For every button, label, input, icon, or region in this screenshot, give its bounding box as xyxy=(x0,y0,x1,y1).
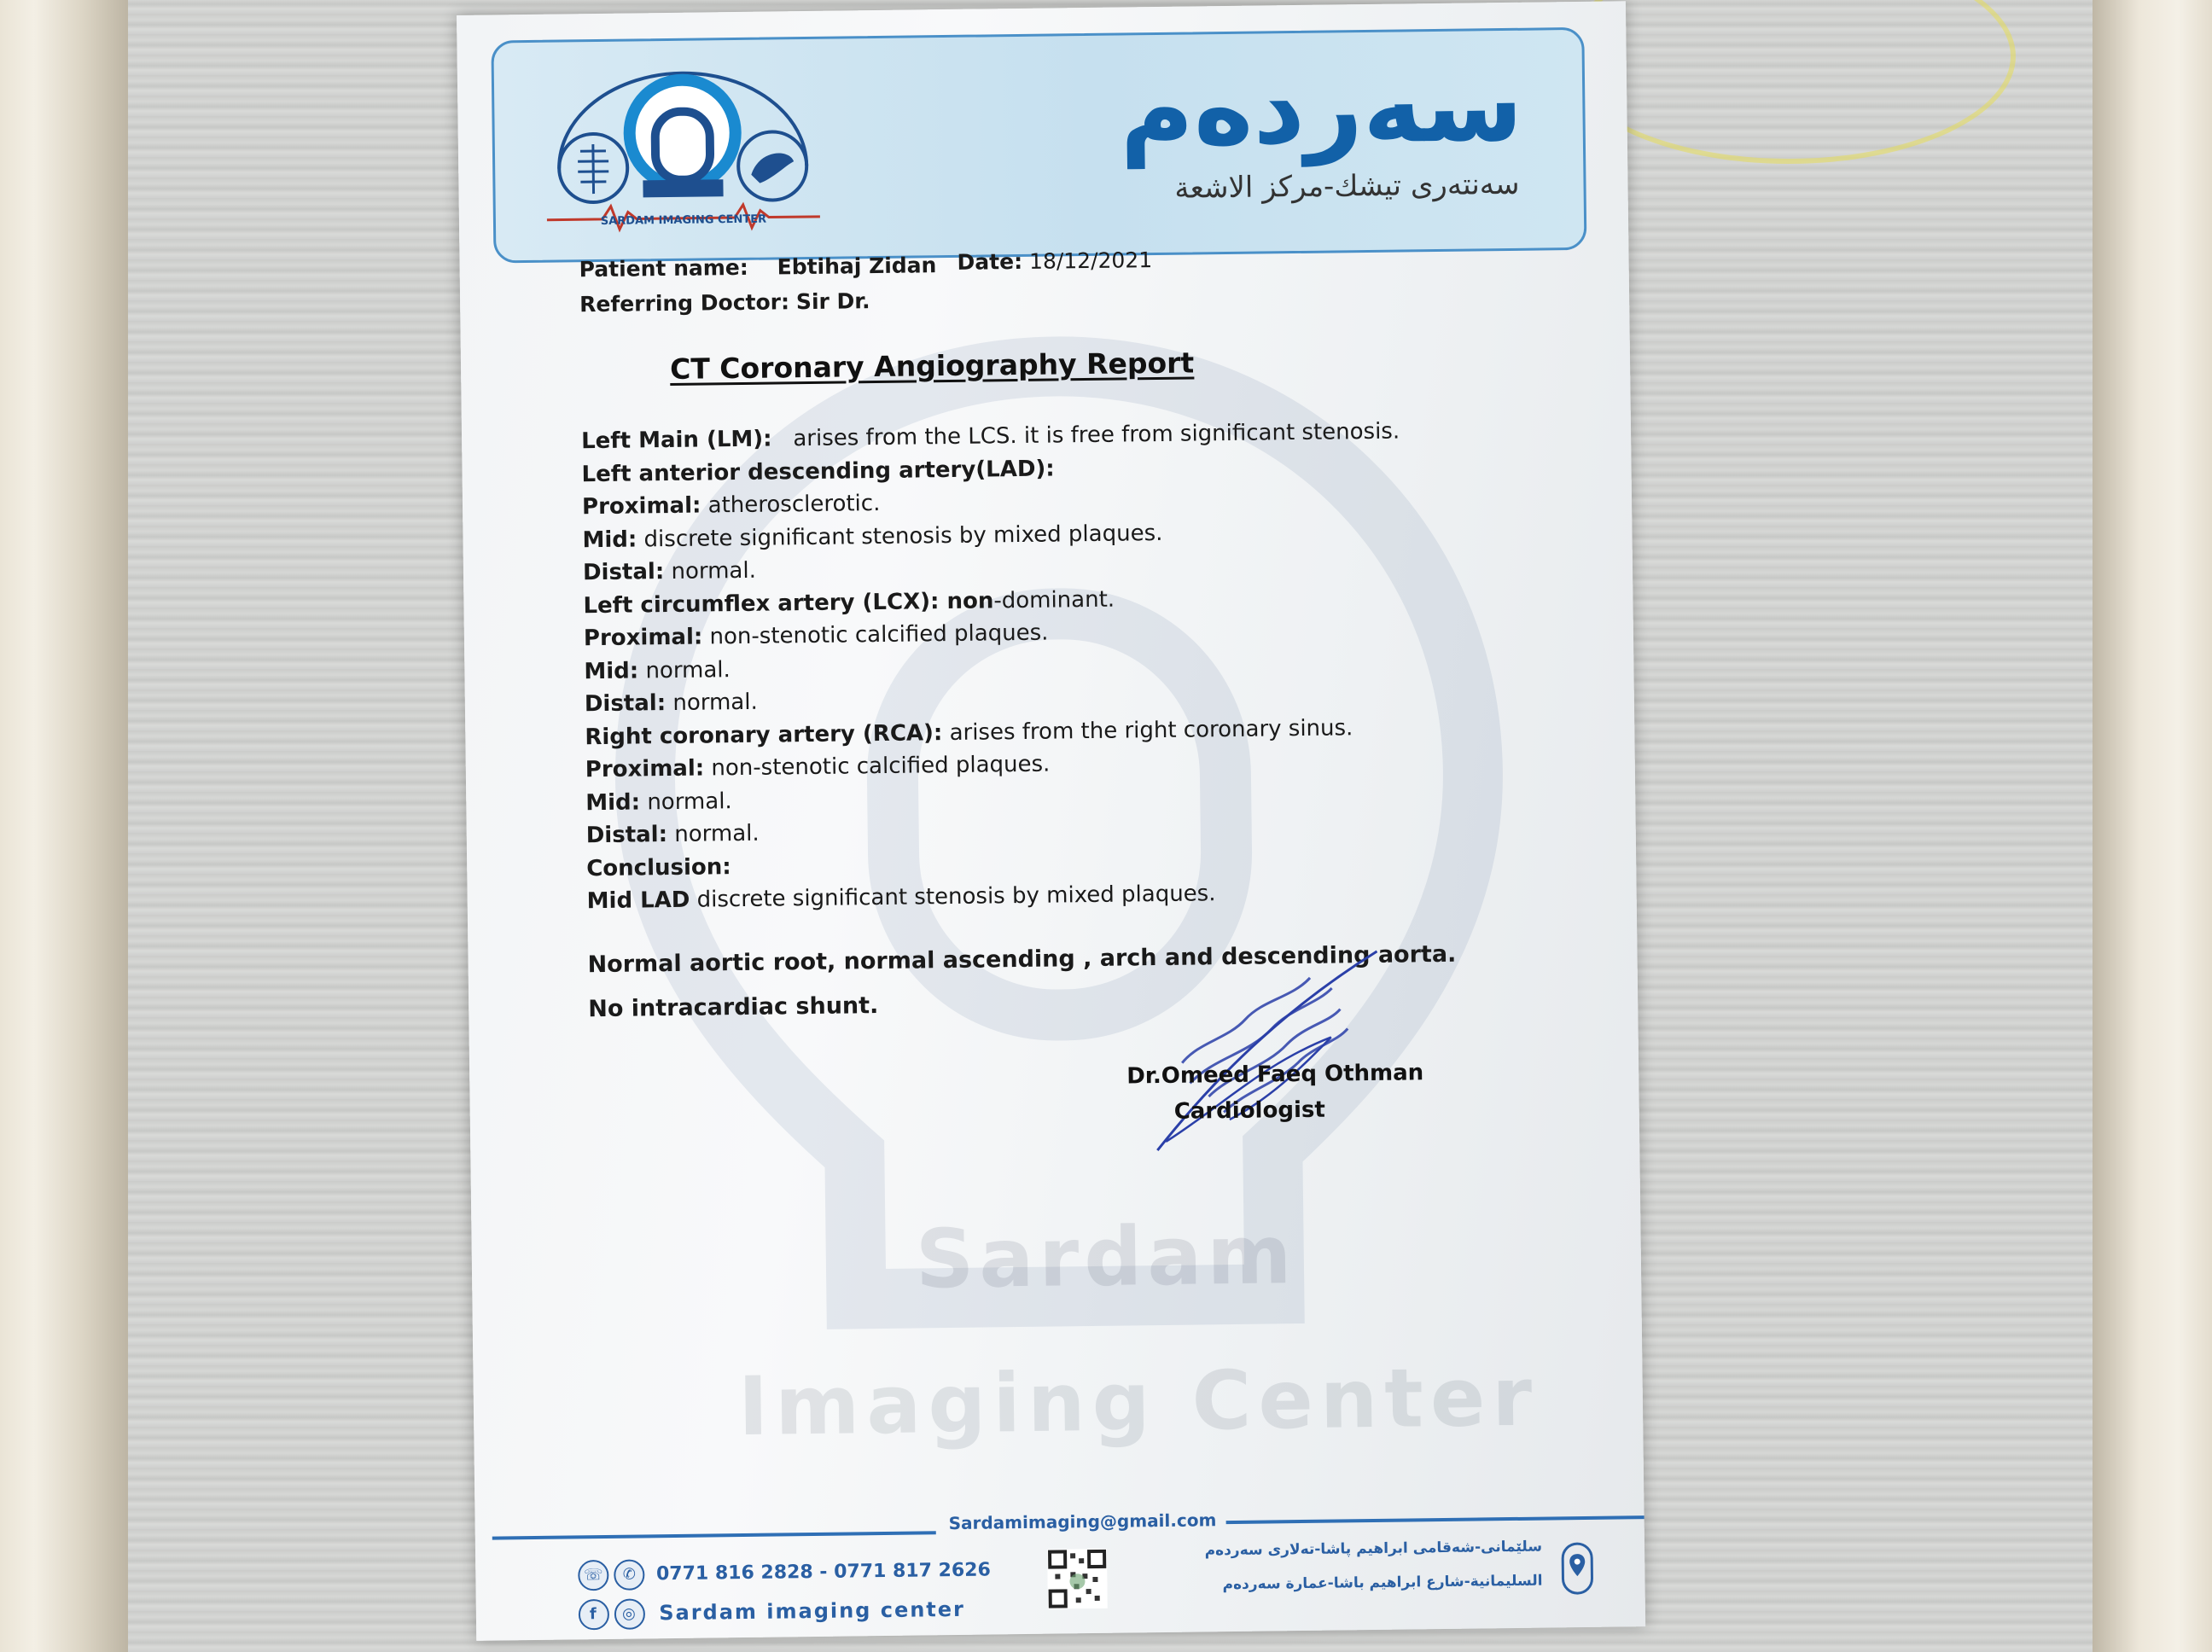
location-pin-icon xyxy=(1561,1542,1594,1595)
report-paper xyxy=(457,1,1645,1641)
report-title: CT Coronary Angiography Report xyxy=(669,346,1195,386)
report-line: Left circumflex artery (LCX): non-dominant. xyxy=(583,586,1115,619)
report-line: Distal: normal. xyxy=(585,820,760,849)
patient-name-value: Ebtihaj Zidan xyxy=(777,253,937,280)
report-line: Mid LAD discrete significant stenosis by mixed plaques. xyxy=(586,881,1216,915)
footer-divider-left xyxy=(492,1531,936,1539)
referring-doctor-label: Referring Doctor: xyxy=(579,289,790,317)
report-line: Proximal: atherosclerotic. xyxy=(581,490,881,521)
report-line: Left Main (LM): arises from the LCS. it is free from significant stenosis. xyxy=(580,418,1400,455)
table-frame-right xyxy=(2093,0,2212,1652)
signature-role: Cardiologist xyxy=(1173,1096,1325,1125)
signature-name: Dr.Omeed Faeq Othman xyxy=(1126,1060,1424,1090)
referring-doctor-value: Sir Dr. xyxy=(795,288,870,315)
report-line: Conclusion: xyxy=(586,853,731,881)
watermark-text-sardam: Sardam xyxy=(915,1208,1297,1307)
report-line: Distal: normal. xyxy=(584,689,758,718)
table-frame-left xyxy=(0,0,128,1652)
summary-aorta: Normal aortic root, normal ascending , arch and descending aorta. xyxy=(587,940,1457,978)
report-line: Proximal: non-stenotic calcified plaques. xyxy=(583,620,1049,652)
summary-shunt: No intracardiac shunt. xyxy=(588,992,879,1023)
report-date-row xyxy=(957,247,1152,275)
report-line: Right coronary artery (RCA): arises from the right coronary sinus. xyxy=(585,714,1353,750)
report-line: Proximal: non-stenotic calcified plaques. xyxy=(585,751,1051,783)
date-label: Date: xyxy=(957,248,1023,275)
address-kurdish: سلێمانی-شەقامی ابراهیم پاشا-تەلاری سەردەم xyxy=(1204,1538,1543,1560)
brand-subtitle: سەنتەری تیشك-مركز الاشعة xyxy=(1174,166,1520,206)
whatsapp-icon: ☏ xyxy=(578,1560,608,1591)
letterhead xyxy=(491,27,1586,264)
patient-name-row xyxy=(579,253,936,282)
footer-divider-right xyxy=(1226,1515,1646,1524)
footer-phones xyxy=(578,1555,991,1591)
social-name: Sardam imaging center xyxy=(659,1597,966,1626)
logo-caption: SARDAM IMAGING CENTER xyxy=(600,212,767,228)
report-line: Mid: discrete significant stenosis by mixed plaques. xyxy=(582,520,1163,553)
viber-icon: ✆ xyxy=(614,1559,644,1590)
qr-code-icon xyxy=(1047,1549,1108,1609)
facebook-icon: f xyxy=(579,1599,609,1630)
phone-numbers: 0771 816 2828 - 0771 817 2626 xyxy=(655,1559,991,1585)
watermark-text-imaging-center: Imaging Center xyxy=(737,1350,1540,1455)
report-line: Left anterior descending artery(LAD): xyxy=(581,455,1055,487)
referring-doctor-row xyxy=(579,288,870,317)
sardam-logo-icon xyxy=(541,63,825,246)
date-value: 18/12/2021 xyxy=(1028,247,1153,274)
brand-name: سەردەم xyxy=(1119,45,1524,169)
footer-social xyxy=(579,1595,965,1631)
footer-email: Sardamimaging@gmail.com xyxy=(948,1509,1217,1534)
instagram-icon: ◎ xyxy=(614,1598,645,1629)
patient-name-label: Patient name: xyxy=(579,254,748,282)
yellow-scribble xyxy=(1562,0,2016,164)
address-arabic: السليمانية-شارع ابراهيم باشا-عمارة سەردەم xyxy=(1222,1572,1543,1594)
report-line: Distal: normal. xyxy=(582,557,757,586)
report-line: Mid: normal. xyxy=(585,788,732,816)
report-line: Mid: normal. xyxy=(584,656,731,684)
signature-stamp-icon xyxy=(1133,934,1392,1160)
